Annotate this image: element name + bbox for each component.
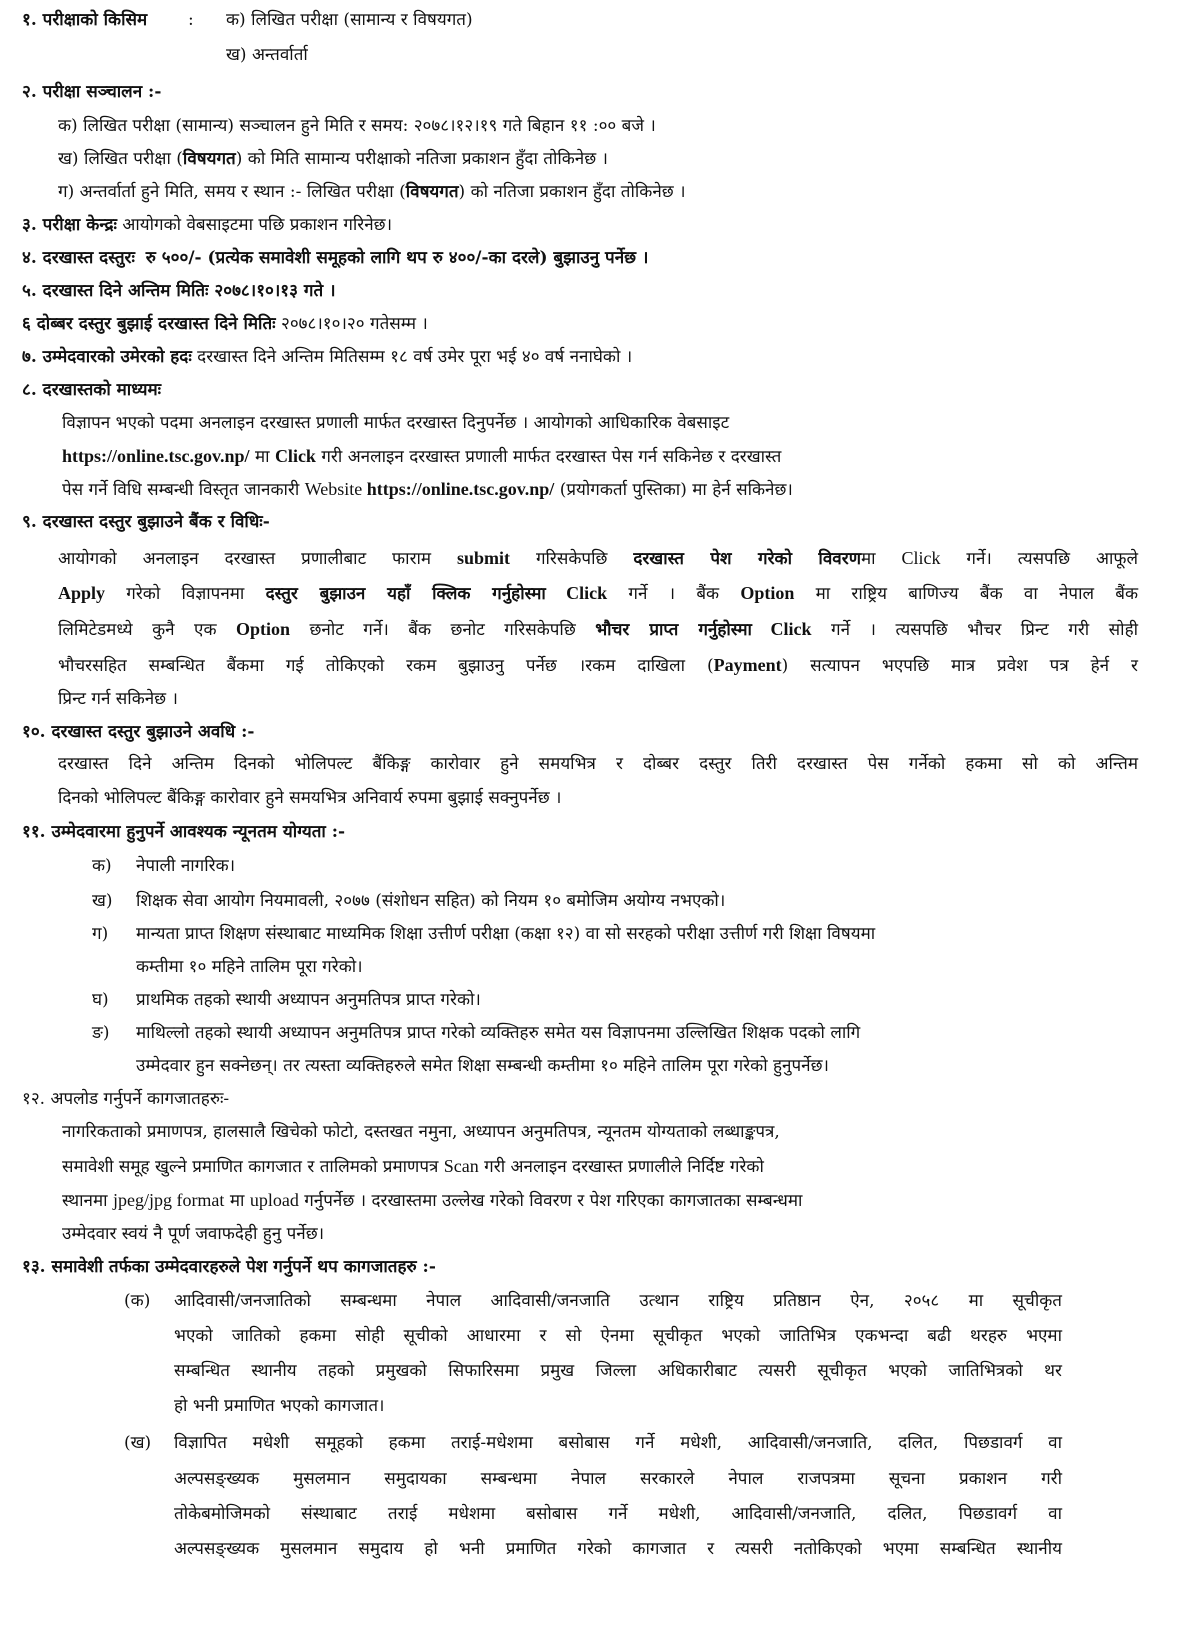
section-9-l2-c: मा राष्ट्रिय बाणिज्य बैंक वा नेपाल बैंक xyxy=(794,584,1139,604)
section-13-item-b-line-3: तोकेबमोजिमको संस्थाबाट तराई मधेशमा बसोबास गर्ने मधेशी, आदिवासी/जनजाति, दलित, पिछडावर्ग वा xyxy=(174,1504,1062,1524)
section-9-l2-b: गर्ने । बैंक xyxy=(607,584,741,604)
section-1-item-b: ख) अन्तर्वार्ता xyxy=(226,45,308,65)
section-9-l4-a: भौचरसहित सम्बन्धित बैंकमा गई तोकिएको रकम बुझाउनु पर्नेछ ।रकम दाखिला ( xyxy=(58,656,714,676)
section-2-item-a: क) लिखित परीक्षा (सामान्य) सञ्चालन हुने मिति र समय: २०७८।१२।१९ गते बिहान ११ :०० बजे । xyxy=(58,116,656,136)
section-2-item-b-post: ) को मिति सामान्य परीक्षाको नतिजा प्रकाशन हुँदा तोकिनेछ । xyxy=(235,149,608,169)
section-13-item-a-marker: (क) xyxy=(124,1291,151,1311)
section-12-l2-a: समावेशी समूह खुल्ने प्रमाणित कागजात र तालिमको प्रमाणपत्र xyxy=(62,1157,444,1177)
section-13-item-a-line-4: हो भनी प्रमाणित भएको कागजात। xyxy=(174,1396,385,1416)
section-11-item-c-marker: ग) xyxy=(92,924,109,944)
section-12-format: jpeg/jpg format xyxy=(112,1190,225,1210)
section-8-line-3-b: (प्रयोगकर्ता पुस्तिका) मा हेर्न सकिनेछ। xyxy=(554,480,793,500)
section-9-l1-a: आयोगको अनलाइन दरखास्त प्रणालीबाट फाराम xyxy=(58,549,458,569)
section-9-l3-bold: भौचर प्राप्त गर्नुहोस्मा xyxy=(595,620,752,640)
section-11-item-a-marker: क) xyxy=(92,856,112,876)
section-2-item-c xyxy=(58,176,686,209)
section-12-line-1: नागरिकताको प्रमाणपत्र, हालसालै खिचेको फोटो, दस्तखत नमुना, अध्यापन अनुमतिपत्र, न्यूनतम योग्यताको लब्धाङ्कपत्र, xyxy=(62,1122,780,1142)
section-9-heading: ९. दरखास्त दस्तुर बुझाउने बैंक र विधिः- xyxy=(22,512,270,532)
section-13-item-a-line-1: आदिवासी/जनजातिको सम्बन्धमा नेपाल आदिवासी/जनजाति उत्थान राष्ट्रिय प्रतिष्ठान ऐन, २०५८ मा सूचीकृत xyxy=(174,1291,1062,1311)
section-13-heading: १३. समावेशी तर्फका उम्मेदवारहरुले पेश गर्नुपर्ने थप कागजातहरु :- xyxy=(22,1257,436,1277)
section-9-l3-option: Option xyxy=(235,619,291,639)
section-1 xyxy=(22,4,147,37)
section-12-l3-c: गर्नुपर्नेछ । दरखास्तमा उल्लेख गरेको विवरण र पेश गरिएका कागजातका सम्बन्धमा xyxy=(298,1191,803,1211)
section-9-apply: Apply xyxy=(58,583,106,603)
section-9-l3-a: लिमिटेडमध्ये कुनै एक xyxy=(58,620,236,640)
section-2-heading: २. परीक्षा सञ्चालन :- xyxy=(22,82,162,102)
section-3-label: ३. परीक्षा केन्द्रः xyxy=(22,215,117,235)
section-8-website: Website xyxy=(304,479,363,499)
section-12-heading: १२. अपलोड गर्नुपर्ने कागजातहरुः- xyxy=(22,1089,230,1109)
section-9-line-1 xyxy=(58,542,1138,576)
section-8-line-2-b: गरी अनलाइन दरखास्त प्रणाली मार्फत दरखास्त पेस गर्न सकिनेछ र दरखास्त xyxy=(315,447,782,467)
section-8-heading: ८. दरखास्तको माध्यमः xyxy=(22,380,162,400)
section-8-line-2 xyxy=(62,440,781,474)
section-9-l2-a: गरेको विज्ञापनमा xyxy=(105,584,266,604)
section-9-l2-click: Click xyxy=(545,583,608,603)
section-9-line-4 xyxy=(58,649,1138,683)
section-11-item-e-line-2: उम्मेदवार हुन सक्नेछन्। तर त्यस्ता व्यक्तिहरुले समेत शिक्षा सम्बन्धी कम्तीमा १० महिने तालिम पूरा गरेको हुनुपर्नेछ। xyxy=(136,1056,829,1076)
section-13-item-b-line-1: विज्ञापित मधेशी समूहको हकमा तराई-मधेशमा बसोबास गर्ने मधेशी, आदिवासी/जनजाति, दलित, पिछडावर्ग वा xyxy=(174,1433,1062,1453)
section-11-heading: ११. उम्मेदवारमा हुनुपर्ने आवश्यक न्यूनतम योग्यता :- xyxy=(22,822,346,842)
section-2-item-c-bold: विषयगत xyxy=(405,182,459,202)
section-3 xyxy=(22,209,392,242)
section-12-line-3 xyxy=(62,1184,802,1218)
section-11-item-e-line-1: माथिल्लो तहको स्थायी अध्यापन अनुमतिपत्र प्राप्त गरेको व्यक्तिहरु समेत यस विज्ञापनमा उल्लिखित शिक्षक पदको लागि xyxy=(136,1023,861,1043)
section-7 xyxy=(22,341,632,374)
section-10-line-2: दिनको भोलिपल्ट बैंकिङ्ग कारोवार हुने समयभित्र अनिवार्य रुपमा बुझाई सक्नुपर्नेछ । xyxy=(58,788,562,808)
section-9-submit: submit xyxy=(457,548,511,568)
section-9-l3-b: छनोट गर्ने। बैंक छनोट गरिसकेपछि xyxy=(290,620,596,640)
tsc-url-link-2[interactable]: https://online.tsc.gov.np/ xyxy=(362,479,555,499)
section-3-text: आयोगको वेबसाइटमा पछि प्रकाशन गरिनेछ। xyxy=(122,215,393,235)
section-9-line-5: प्रिन्ट गर्न सकिनेछ । xyxy=(58,689,178,709)
section-9-l2-bold: दस्तुर बुझाउन यहाँ क्लिक गर्नुहोस्मा xyxy=(265,584,546,604)
section-9-l3-c: गर्ने । त्यसपछि भौचर प्रिन्ट गरी सोही xyxy=(811,620,1138,640)
section-4-label: ४. दरखास्त दस्तुरः xyxy=(22,248,135,268)
section-11-item-d-marker: घ) xyxy=(92,990,109,1010)
section-11-item-b-marker: ख) xyxy=(92,891,113,911)
section-9-l4-b: ) सत्यापन भएपछि मात्र प्रवेश पत्र हेर्न र xyxy=(781,656,1138,676)
section-12-scan: Scan xyxy=(443,1156,479,1176)
section-9-line-2 xyxy=(58,577,1138,611)
section-2-item-b xyxy=(58,143,608,176)
section-13-item-a-line-3: सम्बन्धित स्थानीय तहको प्रमुखको सिफारिसमा प्रमुख जिल्ला अधिकारीबाट त्यसरी सूचीकृत भएको जातिभित्रको थर xyxy=(174,1361,1062,1381)
section-4 xyxy=(22,242,648,275)
section-6-text: २०७८।१०।२० गतेसम्म । xyxy=(280,314,428,334)
section-11-item-b: शिक्षक सेवा आयोग नियमावली, २०७७ (संशोधन सहित) को नियम १० बमोजिम अयोग्य नभएको। xyxy=(136,891,726,911)
section-9-l2-option: Option xyxy=(740,583,795,603)
section-8-line-3-a: पेस गर्ने विधि सम्बन्धी विस्तृत जानकारी xyxy=(62,480,305,500)
section-13-item-b-line-2: अल्पसङ्ख्यक मुसलमान समुदायका सम्बन्धमा नेपाल सरकारले नेपाल राजपत्रमा सूचना प्रकाशन गरी xyxy=(174,1469,1062,1489)
section-6 xyxy=(22,308,428,341)
section-9-line-3 xyxy=(58,613,1138,647)
section-9-l1-d: गर्ने। त्यसपछि आफूले xyxy=(940,549,1138,569)
section-8-line-3 xyxy=(62,473,793,507)
section-2-item-b-pre: ख) लिखित परीक्षा ( xyxy=(58,149,183,169)
section-2-item-b-bold: विषयगत xyxy=(182,149,236,169)
section-9-l3-click: Click xyxy=(751,619,812,639)
section-12-l2-b: गरी अनलाइन दरखास्त प्रणालीले निर्दिष्ट गरेको xyxy=(478,1157,764,1177)
section-12-l3-a: स्थानमा xyxy=(62,1191,113,1211)
section-9-l1-b: गरिसकेपछि xyxy=(510,549,634,569)
section-4-text: रु ५००/- (प्रत्येक समावेशी समूहको लागि थप रु ४००/-का दरले) बुझाउनु पर्नेछ । xyxy=(145,248,649,268)
section-8-line-2-a: मा xyxy=(249,447,275,467)
section-13-item-b-line-4: अल्पसङ्ख्यक मुसलमान समुदाय हो भनी प्रमाणित गरेको कागजात र त्यसरी नतोकिएको भएमा सम्बन्धित स्थानीय xyxy=(174,1539,1062,1559)
section-11-item-a: नेपाली नागरिक। xyxy=(136,856,236,876)
section-9-l1-bold: दरखास्त पेश गरेको विवरण xyxy=(633,549,861,569)
section-13-item-a-line-2: भएको जातिको हकमा सोही सूचीको आधारमा र सो ऐनमा सूचीकृत भएको जातिभित्र एकभन्दा बढी थरहरु भएमा xyxy=(174,1326,1062,1346)
section-1-separator: : xyxy=(188,10,194,30)
section-2-item-c-pre: ग) अन्तर्वार्ता हुने मिति, समय र स्थान :- लिखित परीक्षा ( xyxy=(58,182,406,202)
tsc-url-link[interactable]: https://online.tsc.gov.np/ xyxy=(62,446,250,466)
section-12-l3-b: मा xyxy=(224,1191,250,1211)
section-10-heading: १०. दरखास्त दस्तुर बुझाउने अवधि :- xyxy=(22,722,255,742)
section-5: ५. दरखास्त दिने अन्तिम मितिः २०७८।१०।१३ गते । xyxy=(22,281,336,301)
section-9-payment: Payment xyxy=(713,655,782,675)
section-9-l1-c: मा xyxy=(860,549,902,569)
section-11-item-c-line-2: कम्तीमा १० महिने तालिम पूरा गरेको। xyxy=(136,957,363,977)
section-8-click: Click xyxy=(274,446,316,466)
section-8-line-1: विज्ञापन भएको पदमा अनलाइन दरखास्त प्रणाली मार्फत दरखास्त दिनुपर्नेछ । आयोगको आधिकारिक वेबसाइट xyxy=(62,413,730,433)
section-11-item-d: प्राथमिक तहको स्थायी अध्यापन अनुमतिपत्र प्राप्त गरेको। xyxy=(136,990,481,1010)
section-11-item-e-marker: ङ) xyxy=(92,1023,110,1043)
section-11-item-c-line-1: मान्यता प्राप्त शिक्षण संस्थाबाट माध्यमिक शिक्षा उत्तीर्ण परीक्षा (कक्षा १२) वा सो सरहको परीक्षा उत्तीर्ण गरी शिक्षा विषयमा xyxy=(136,924,876,944)
section-13-item-b-marker: (ख) xyxy=(124,1433,152,1453)
section-10-line-1: दरखास्त दिने अन्तिम दिनको भोलिपल्ट बैंकिङ्ग कारोवार हुने समयभित्र र दोब्बर दस्तुर तिरी दरखास्त पेस गर्नेको हकमा सो को अन्तिम xyxy=(58,754,1138,774)
section-7-text: दरखास्त दिने अन्तिम मितिसम्म १८ वर्ष उमेर पूरा भई ४० वर्ष ननाघेको । xyxy=(197,347,633,367)
section-1-label: १. परीक्षाको किसिम xyxy=(22,10,148,30)
section-6-label: ६ दोब्बर दस्तुर बुझाई दरखास्त दिने मितिः xyxy=(22,314,276,334)
section-1-item-a: क) लिखित परीक्षा (सामान्य र विषयगत) xyxy=(226,10,473,30)
section-9-l1-click: Click xyxy=(901,548,941,568)
section-2-item-c-post: ) को नतिजा प्रकाशन हुँदा तोकिनेछ । xyxy=(458,182,686,202)
section-12-line-4: उम्मेदवार स्वयं नै पूर्ण जवाफदेही हुनु पर्नेछ। xyxy=(62,1224,325,1244)
section-12-line-2 xyxy=(62,1150,764,1184)
section-7-label: ७. उम्मेदवारको उमेरको हदः xyxy=(22,347,192,367)
section-12-upload: upload xyxy=(249,1190,299,1210)
